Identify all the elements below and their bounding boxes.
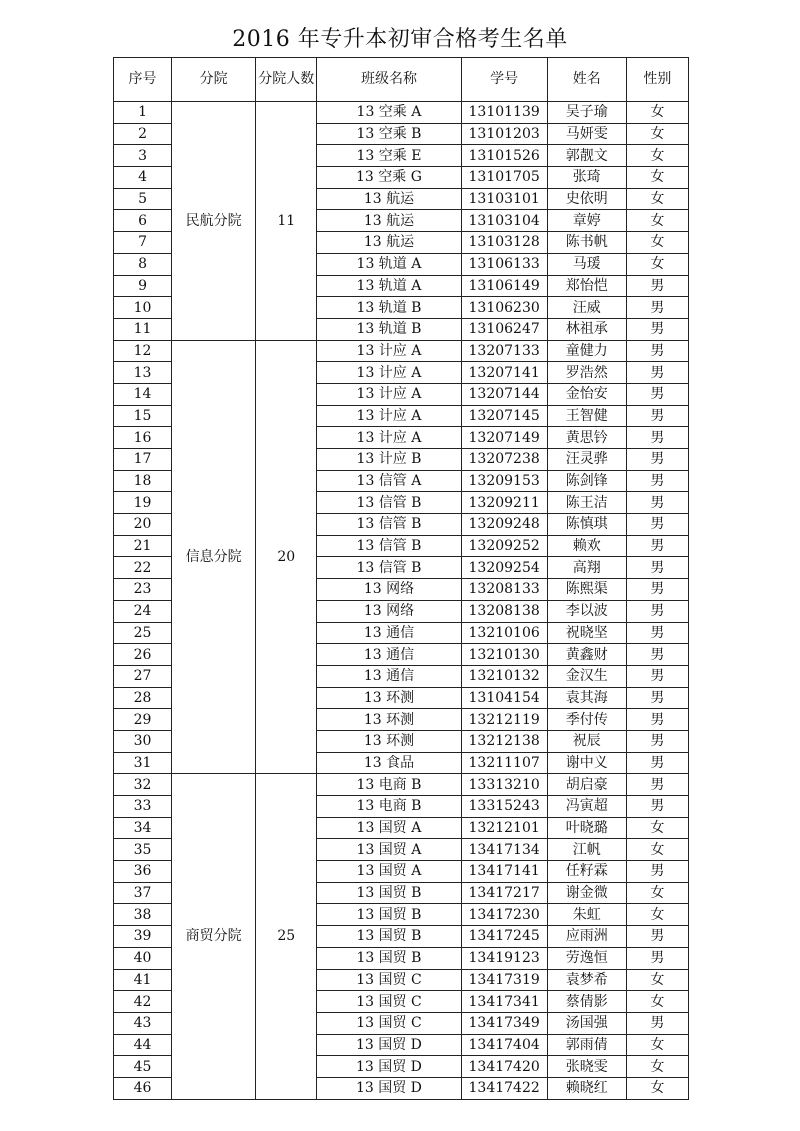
table-row (114, 102, 689, 124)
cell-gender: 男 (626, 600, 688, 622)
cell-no: 41 (114, 969, 172, 991)
cell-no: 10 (114, 297, 172, 319)
cell-id: 13207133 (461, 340, 547, 362)
cell-class: 13 网络 (317, 579, 461, 601)
cell-name: 陈书帆 (547, 232, 626, 254)
cell-no: 2 (114, 123, 172, 145)
cell-no: 18 (114, 470, 172, 492)
cell-no: 5 (114, 188, 172, 210)
cell-id: 13106247 (461, 318, 547, 340)
cell-count: 20 (256, 340, 317, 774)
cell-no: 1 (114, 102, 172, 124)
cell-name: 高翔 (547, 557, 626, 579)
cell-name: 江帆 (547, 839, 626, 861)
cell-id: 13313210 (461, 774, 547, 796)
cell-no: 31 (114, 752, 172, 774)
cell-no: 6 (114, 210, 172, 232)
cell-gender: 男 (626, 926, 688, 948)
cell-id: 13212101 (461, 817, 547, 839)
cell-name: 袁梦希 (547, 969, 626, 991)
cell-id: 13207145 (461, 405, 547, 427)
cell-no: 36 (114, 861, 172, 883)
cell-no: 30 (114, 730, 172, 752)
cell-gender: 女 (626, 123, 688, 145)
cell-name: 叶晓璐 (547, 817, 626, 839)
cell-id: 13106149 (461, 275, 547, 297)
table-row (114, 774, 689, 796)
cell-class: 13 食品 (317, 752, 461, 774)
cell-no: 21 (114, 535, 172, 557)
cell-no: 7 (114, 232, 172, 254)
cell-name: 童健力 (547, 340, 626, 362)
cell-class: 13 国贸 C (317, 1012, 461, 1034)
cell-id: 13103101 (461, 188, 547, 210)
cell-class: 13 国贸 B (317, 947, 461, 969)
cell-id: 13209254 (461, 557, 547, 579)
cell-no: 40 (114, 947, 172, 969)
cell-gender: 男 (626, 340, 688, 362)
cell-name: 张晓雯 (547, 1056, 626, 1078)
cell-name: 胡启豪 (547, 774, 626, 796)
cell-no: 22 (114, 557, 172, 579)
cell-no: 17 (114, 449, 172, 471)
cell-class: 13 信管 B (317, 514, 461, 536)
cell-id: 13417341 (461, 991, 547, 1013)
cell-dept: 信息分院 (172, 340, 256, 774)
cell-id: 13212138 (461, 730, 547, 752)
cell-id: 13417217 (461, 882, 547, 904)
cell-class: 13 环测 (317, 687, 461, 709)
cell-class: 13 国贸 A (317, 817, 461, 839)
cell-name: 冯寅超 (547, 796, 626, 818)
cell-id: 13209211 (461, 492, 547, 514)
roster-table (113, 57, 689, 1100)
cell-id: 13209153 (461, 470, 547, 492)
cell-gender: 男 (626, 362, 688, 384)
cell-id: 13103104 (461, 210, 547, 232)
cell-class: 13 国贸 B (317, 904, 461, 926)
cell-id: 13417404 (461, 1034, 547, 1056)
cell-gender: 男 (626, 449, 688, 471)
cell-gender: 女 (626, 969, 688, 991)
cell-name: 郑怡恺 (547, 275, 626, 297)
cell-name: 陈熙渠 (547, 579, 626, 601)
header-class: 班级名称 (317, 58, 461, 102)
cell-class: 13 电商 B (317, 774, 461, 796)
cell-name: 张琦 (547, 167, 626, 189)
cell-class: 13 轨道 B (317, 297, 461, 319)
cell-no: 27 (114, 665, 172, 687)
cell-gender: 女 (626, 145, 688, 167)
cell-gender: 男 (626, 383, 688, 405)
cell-name: 朱虹 (547, 904, 626, 926)
cell-count: 11 (256, 102, 317, 341)
cell-gender: 男 (626, 622, 688, 644)
cell-no: 42 (114, 991, 172, 1013)
cell-id: 13419123 (461, 947, 547, 969)
cell-no: 11 (114, 318, 172, 340)
cell-no: 32 (114, 774, 172, 796)
cell-no: 29 (114, 709, 172, 731)
cell-gender: 男 (626, 405, 688, 427)
cell-no: 43 (114, 1012, 172, 1034)
cell-gender: 男 (626, 709, 688, 731)
cell-name: 蔡倩影 (547, 991, 626, 1013)
table-row (114, 340, 689, 362)
cell-gender: 女 (626, 882, 688, 904)
cell-name: 季付传 (547, 709, 626, 731)
cell-name: 金汉生 (547, 665, 626, 687)
cell-class: 13 国贸 D (317, 1056, 461, 1078)
cell-class: 13 网络 (317, 600, 461, 622)
cell-gender: 男 (626, 774, 688, 796)
cell-count: 25 (256, 774, 317, 1099)
cell-name: 郭雨倩 (547, 1034, 626, 1056)
cell-no: 37 (114, 882, 172, 904)
cell-no: 46 (114, 1077, 172, 1099)
cell-gender: 女 (626, 1077, 688, 1099)
cell-class: 13 轨道 B (317, 318, 461, 340)
cell-gender: 男 (626, 1012, 688, 1034)
cell-gender: 男 (626, 665, 688, 687)
cell-name: 汤国强 (547, 1012, 626, 1034)
cell-id: 13208133 (461, 579, 547, 601)
cell-no: 26 (114, 644, 172, 666)
cell-class: 13 电商 B (317, 796, 461, 818)
cell-no: 12 (114, 340, 172, 362)
cell-name: 黄思钤 (547, 427, 626, 449)
cell-id: 13211107 (461, 752, 547, 774)
cell-no: 9 (114, 275, 172, 297)
cell-id: 13106133 (461, 253, 547, 275)
cell-class: 13 国贸 C (317, 991, 461, 1013)
cell-gender: 男 (626, 557, 688, 579)
cell-no: 4 (114, 167, 172, 189)
cell-name: 马妍雯 (547, 123, 626, 145)
cell-id: 13103128 (461, 232, 547, 254)
cell-class: 13 信管 B (317, 492, 461, 514)
cell-class: 13 航运 (317, 232, 461, 254)
cell-id: 13209252 (461, 535, 547, 557)
cell-gender: 男 (626, 470, 688, 492)
cell-name: 劳逸恒 (547, 947, 626, 969)
cell-gender: 男 (626, 275, 688, 297)
cell-gender: 女 (626, 1056, 688, 1078)
cell-no: 38 (114, 904, 172, 926)
cell-class: 13 航运 (317, 188, 461, 210)
cell-id: 13101526 (461, 145, 547, 167)
cell-class: 13 空乘 G (317, 167, 461, 189)
cell-class: 13 国贸 B (317, 926, 461, 948)
cell-name: 谢中义 (547, 752, 626, 774)
cell-id: 13417420 (461, 1056, 547, 1078)
cell-gender: 男 (626, 947, 688, 969)
cell-gender: 男 (626, 297, 688, 319)
page-title: 2016 年专升本初审合格考生名单 (232, 27, 568, 52)
cell-name: 袁其海 (547, 687, 626, 709)
cell-class: 13 环测 (317, 730, 461, 752)
cell-gender: 男 (626, 796, 688, 818)
cell-no: 24 (114, 600, 172, 622)
cell-no: 25 (114, 622, 172, 644)
header-row (114, 58, 689, 102)
cell-name: 郭靓文 (547, 145, 626, 167)
cell-id: 13210130 (461, 644, 547, 666)
cell-gender: 男 (626, 492, 688, 514)
cell-name: 赖欢 (547, 535, 626, 557)
cell-name: 祝辰 (547, 730, 626, 752)
cell-name: 吴子瑜 (547, 102, 626, 124)
cell-gender: 女 (626, 839, 688, 861)
header-gender: 性别 (626, 58, 688, 102)
cell-name: 罗浩然 (547, 362, 626, 384)
cell-id: 13207149 (461, 427, 547, 449)
cell-id: 13101203 (461, 123, 547, 145)
cell-no: 23 (114, 579, 172, 601)
cell-name: 任籽霖 (547, 861, 626, 883)
cell-id: 13207238 (461, 449, 547, 471)
cell-id: 13208138 (461, 600, 547, 622)
cell-name: 李以波 (547, 600, 626, 622)
cell-class: 13 航运 (317, 210, 461, 232)
cell-no: 33 (114, 796, 172, 818)
cell-gender: 男 (626, 687, 688, 709)
cell-name: 黄鑫财 (547, 644, 626, 666)
cell-no: 39 (114, 926, 172, 948)
cell-gender: 男 (626, 644, 688, 666)
cell-dept: 民航分院 (172, 102, 256, 341)
cell-id: 13104154 (461, 687, 547, 709)
cell-name: 史依明 (547, 188, 626, 210)
cell-id: 13209248 (461, 514, 547, 536)
cell-class: 13 通信 (317, 644, 461, 666)
cell-id: 13417349 (461, 1012, 547, 1034)
cell-name: 赖晓红 (547, 1077, 626, 1099)
cell-no: 44 (114, 1034, 172, 1056)
header-no: 序号 (114, 58, 172, 102)
cell-name: 陈剑锋 (547, 470, 626, 492)
cell-class: 13 信管 B (317, 557, 461, 579)
cell-id: 13210106 (461, 622, 547, 644)
cell-class: 13 计应 A (317, 405, 461, 427)
cell-id: 13417245 (461, 926, 547, 948)
cell-name: 马瑗 (547, 253, 626, 275)
cell-gender: 女 (626, 210, 688, 232)
cell-gender: 男 (626, 535, 688, 557)
cell-class: 13 通信 (317, 665, 461, 687)
cell-gender: 女 (626, 904, 688, 926)
cell-no: 14 (114, 383, 172, 405)
cell-class: 13 环测 (317, 709, 461, 731)
cell-name: 陈慎琪 (547, 514, 626, 536)
cell-no: 28 (114, 687, 172, 709)
cell-class: 13 计应 A (317, 427, 461, 449)
cell-gender: 女 (626, 102, 688, 124)
cell-id: 13417319 (461, 969, 547, 991)
cell-name: 汪灵骅 (547, 449, 626, 471)
cell-class: 13 国贸 B (317, 882, 461, 904)
cell-dept: 商贸分院 (172, 774, 256, 1099)
cell-class: 13 空乘 A (317, 102, 461, 124)
cell-no: 20 (114, 514, 172, 536)
cell-class: 13 计应 A (317, 383, 461, 405)
cell-gender: 男 (626, 514, 688, 536)
cell-gender: 女 (626, 253, 688, 275)
cell-gender: 女 (626, 232, 688, 254)
cell-gender: 男 (626, 730, 688, 752)
cell-name: 汪威 (547, 297, 626, 319)
cell-name: 金怡安 (547, 383, 626, 405)
cell-gender: 男 (626, 579, 688, 601)
cell-class: 13 国贸 C (317, 969, 461, 991)
cell-class: 13 信管 B (317, 535, 461, 557)
cell-no: 19 (114, 492, 172, 514)
header-dept: 分院 (172, 58, 256, 102)
cell-id: 13101139 (461, 102, 547, 124)
cell-gender: 女 (626, 991, 688, 1013)
cell-id: 13212119 (461, 709, 547, 731)
cell-id: 13207141 (461, 362, 547, 384)
cell-no: 15 (114, 405, 172, 427)
cell-class: 13 国贸 A (317, 861, 461, 883)
cell-no: 34 (114, 817, 172, 839)
cell-id: 13207144 (461, 383, 547, 405)
cell-class: 13 通信 (317, 622, 461, 644)
cell-no: 35 (114, 839, 172, 861)
cell-gender: 女 (626, 817, 688, 839)
cell-class: 13 空乘 E (317, 145, 461, 167)
cell-gender: 男 (626, 318, 688, 340)
cell-gender: 女 (626, 188, 688, 210)
cell-gender: 男 (626, 861, 688, 883)
cell-name: 章婷 (547, 210, 626, 232)
header-id: 学号 (461, 58, 547, 102)
cell-gender: 女 (626, 1034, 688, 1056)
cell-id: 13315243 (461, 796, 547, 818)
cell-class: 13 国贸 D (317, 1034, 461, 1056)
cell-class: 13 国贸 A (317, 839, 461, 861)
cell-class: 13 轨道 A (317, 253, 461, 275)
cell-no: 3 (114, 145, 172, 167)
cell-name: 应雨洲 (547, 926, 626, 948)
cell-class: 13 计应 A (317, 362, 461, 384)
cell-id: 13417134 (461, 839, 547, 861)
cell-no: 13 (114, 362, 172, 384)
cell-name: 陈王洁 (547, 492, 626, 514)
cell-id: 13210132 (461, 665, 547, 687)
cell-id: 13417422 (461, 1077, 547, 1099)
cell-class: 13 计应 B (317, 449, 461, 471)
cell-id: 13101705 (461, 167, 547, 189)
roster-body (114, 102, 689, 1100)
cell-no: 45 (114, 1056, 172, 1078)
cell-class: 13 信管 A (317, 470, 461, 492)
cell-id: 13417141 (461, 861, 547, 883)
cell-class: 13 轨道 A (317, 275, 461, 297)
header-count: 分院人数 (256, 58, 317, 102)
cell-name: 王智健 (547, 405, 626, 427)
cell-gender: 男 (626, 427, 688, 449)
cell-gender: 男 (626, 752, 688, 774)
cell-id: 13106230 (461, 297, 547, 319)
cell-name: 祝晓坚 (547, 622, 626, 644)
cell-no: 16 (114, 427, 172, 449)
cell-name: 林祖承 (547, 318, 626, 340)
cell-class: 13 空乘 B (317, 123, 461, 145)
cell-name: 谢金微 (547, 882, 626, 904)
cell-class: 13 国贸 D (317, 1077, 461, 1099)
cell-id: 13417230 (461, 904, 547, 926)
header-name: 姓名 (547, 58, 626, 102)
cell-no: 8 (114, 253, 172, 275)
cell-gender: 女 (626, 167, 688, 189)
cell-class: 13 计应 A (317, 340, 461, 362)
